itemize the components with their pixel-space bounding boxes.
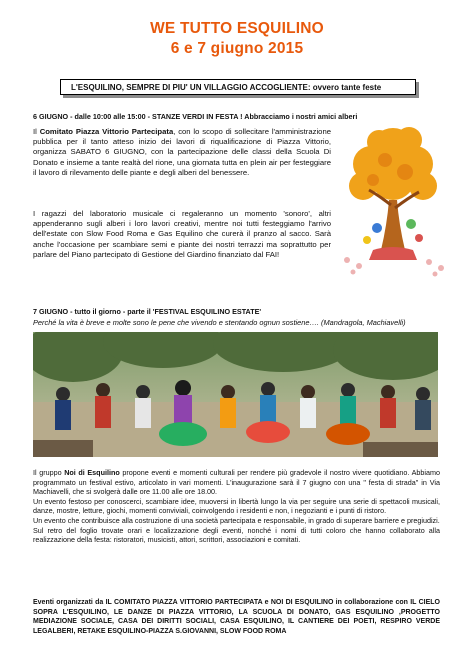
day1-header: 6 GIUGNO - dalle 10:00 alle 15:00 - STANZE VERDI IN FESTA ! Abbracciamo i nostri amici alberi [33, 112, 358, 121]
body-paragraph-3: Un evento che contribuisce alla costruzione di una società partecipata e responsabile, in grado di superare barriere e pregiudizi. [33, 515, 440, 525]
body-paragraph-2: Un evento festoso per conoscerci, scambiare idee, muoversi in libertà lungo la via per seguire una serie di spettacoli musicali, danze, mostre, letture, giochi, momenti conviviali, coinvolgendo i residenti e non, i negozianti e i punti di ristoro. [33, 496, 440, 516]
banner-box: L'ESQUILINO, SEMPRE DI PIU' UN VILLAGGIO ACCOGLIENTE: ovvero tante feste [60, 79, 416, 95]
organizers-footer: Eventi organizzati da IL COMITATO PIAZZA VITTORIO PARTECIPATA e NOI DI ESQUILINO in collaborazione con IL CIELO SOPRA L'ESQUILINO, LE DANZE DI PIAZZA VITTORIO, LA SCUOLA DI DONATO, GAS ESQUILINO ,PROGETTO MEDIAZIONE SOCIALE, CASA DEI DIRITTI SOCIALI, CASA ESQUILINO, IL CANTIERE DEI POETI, RESPIRO VERDE LEGALBERI, RETAKE ESQUILINO-PIAZZA S.GIOVANNI, SLOW FOOD ROMA [33, 599, 440, 635]
tree-illustration [333, 120, 453, 280]
festival-photo [33, 332, 438, 457]
body-paragraph-1: Il gruppo Noi di Esquilino propone eventi e momenti culturali per rendere più gradevole il nostro vivere quotidiano. Abbiamo programmato un festival estivo, articolato in vari momenti. L'inaugurazione sarà il 7 giugno con una " festa di strada" in Via Machiavelli, che si svolgerà dalle ore 11.00 alle ore 18.00. [33, 468, 440, 497]
body-paragraph-4: Sul retro del foglio trovate orari e localizzazione degli eventi, nonché i nomi di tutti coloro che hanno collaborato alla realizzazione della festa: ristoratori, musicisti, attori, scrittori, associazioni e comitati. [33, 525, 440, 545]
page-title: WE TUTTO ESQUILINO [150, 20, 324, 37]
day2-quote: Perché la vita è breve e molte sono le pene che vivendo e stentando ognun sostiene…. (Mandragola, Machiavelli) [33, 318, 406, 327]
event-description [33, 468, 440, 545]
day1-paragraph-2: I ragazzi del laboratorio musicale ci regaleranno un momento 'sonoro', altri appenderanno sugli alberi i loro lavori creativi, mentre noi tutti festeggiamo l'arrivo dell'estate con Slow Food Roma e Gas Equilino che curerà il pranzo al sacco. Sarà anche l'occasione per scambiare semi e piante dei nostri terrazzi ma soprattutto per parlare del Piano partecipato di Gestione del Giardino finanziato dal FAI! [33, 209, 331, 259]
day1-paragraph-1: Il Comitato Piazza Vittorio Partecipata, con lo scopo di sollecitare l'amministrazione pubblica per il tanto atteso inizio dei lavori di riqualificazione di Piazza Vittorio, organizza SABATO 6 GIUGNO, con la partecipazione delle classi della Scuola Di Donato e insieme a tante realtà del rione, una giornata tutta en plein air per festeggiare il lavoro di rilevamento delle piante e degli alberi del benessere. [33, 127, 331, 177]
page-subtitle: 6 e 7 giugno 2015 [170, 40, 304, 57]
day2-header: 7 GIUGNO - tutto il giorno - parte il 'FESTIVAL ESQUILINO ESTATE' [33, 307, 262, 316]
